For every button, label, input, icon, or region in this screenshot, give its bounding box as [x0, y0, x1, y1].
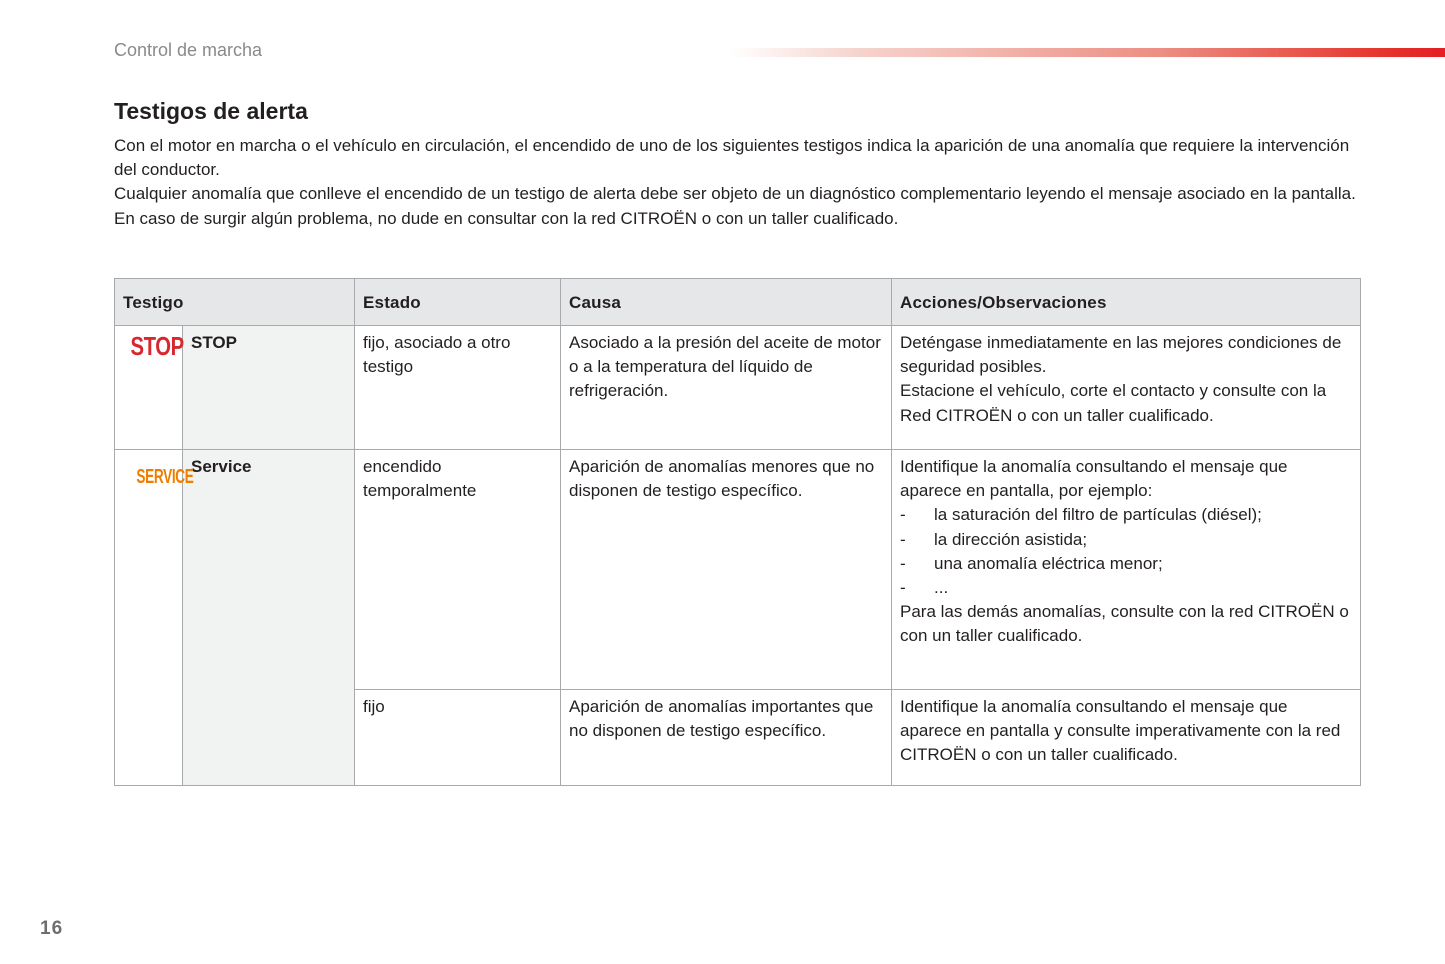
page-number: 16	[40, 918, 64, 939]
service-fijo-causa-cell: Aparición de anomalías importantes que no disponen de testigo específico.	[561, 690, 892, 786]
list-item-text: una anomalía eléctrica menor;	[934, 553, 1163, 573]
intro-paragraph: Cualquier anomalía que conlleve el encendido de un testigo de alerta debe ser objeto de un diagnóstico complementario leyendo el mensaje asociado en la pantalla.	[114, 184, 1356, 204]
stop-icon-cell	[115, 326, 183, 450]
service-causa-cell: Aparición de anomalías menores que no disponen de testigo específico.	[561, 450, 892, 690]
stop-causa-cell: Asociado a la presión del aceite de motor o a la temperatura del líquido de refrigeración.	[561, 326, 892, 450]
service-acciones-cell	[892, 450, 1361, 690]
stop-estado-cell: fijo, asociado a otro testigo	[355, 326, 561, 450]
header-accent-bar	[730, 48, 1445, 57]
bullet-marker: -	[900, 578, 906, 598]
section-label: Control de marcha	[114, 40, 263, 60]
service-name: Service	[191, 457, 252, 476]
column-header-estado: Estado	[355, 279, 561, 326]
service-accion-intro: Identifique la anomalía consultando el mensaje que aparece en pantalla, por ejemplo:	[900, 457, 1288, 501]
table-header-row	[115, 279, 1361, 326]
stop-acciones-cell	[892, 326, 1361, 450]
column-header-acciones: Acciones/Observaciones	[892, 279, 1361, 326]
stop-name: STOP	[191, 333, 237, 352]
stop-accion-line: Deténgase inmediatamente en las mejores condiciones de seguridad posibles.	[900, 333, 1342, 377]
stop-name-cell	[183, 326, 355, 450]
list-item-text: ...	[934, 578, 949, 598]
table-row-stop	[115, 326, 1361, 450]
service-icon-cell	[115, 450, 194, 786]
bullet-marker: -	[900, 553, 906, 573]
warning-lights-table	[114, 278, 1361, 786]
service-accion-outro: Para las demás anomalías, consulte con la red CITROËN o con un taller cualificado.	[900, 602, 1349, 646]
service-name-cell	[183, 450, 355, 786]
list-item	[900, 576, 1352, 600]
service-fijo-acciones-cell: Identifique la anomalía consultando el mensaje que aparece en pantalla y consulte imperativamente con la red CITROËN o con un taller cualificado.	[892, 690, 1361, 786]
list-item-text: la saturación del filtro de partículas (diésel);	[934, 505, 1262, 525]
service-warning-icon: SERVICE	[136, 466, 194, 488]
stop-warning-icon: STOP	[130, 331, 184, 361]
page-title: Testigos de alerta	[114, 98, 308, 124]
service-fijo-estado-cell: fijo	[355, 690, 561, 786]
bullet-marker: -	[900, 505, 906, 525]
intro-paragraph: Con el motor en marcha o el vehículo en circulación, el encendido de uno de los siguientes testigos indica la aparición de una anomalía que requiere la intervención del conductor.	[114, 136, 1350, 180]
list-item-text: la dirección asistida;	[934, 529, 1088, 549]
column-header-causa: Causa	[561, 279, 892, 326]
list-item	[900, 528, 1352, 552]
bullet-marker: -	[900, 529, 906, 549]
intro-paragraph: En caso de surgir algún problema, no dude en consultar con la red CITROËN o con un taller cualificado.	[114, 208, 899, 228]
intro-text	[114, 134, 1364, 231]
stop-accion-line: Estacione el vehículo, corte el contacto y consulte con la Red CITROËN o con un taller cualificado.	[900, 381, 1327, 425]
list-item	[900, 503, 1352, 527]
column-header-testigo: Testigo	[115, 279, 355, 326]
service-estado-cell: encendido temporalmente	[355, 450, 561, 690]
table-row-service-temporal	[115, 450, 1361, 690]
list-item	[900, 552, 1352, 576]
